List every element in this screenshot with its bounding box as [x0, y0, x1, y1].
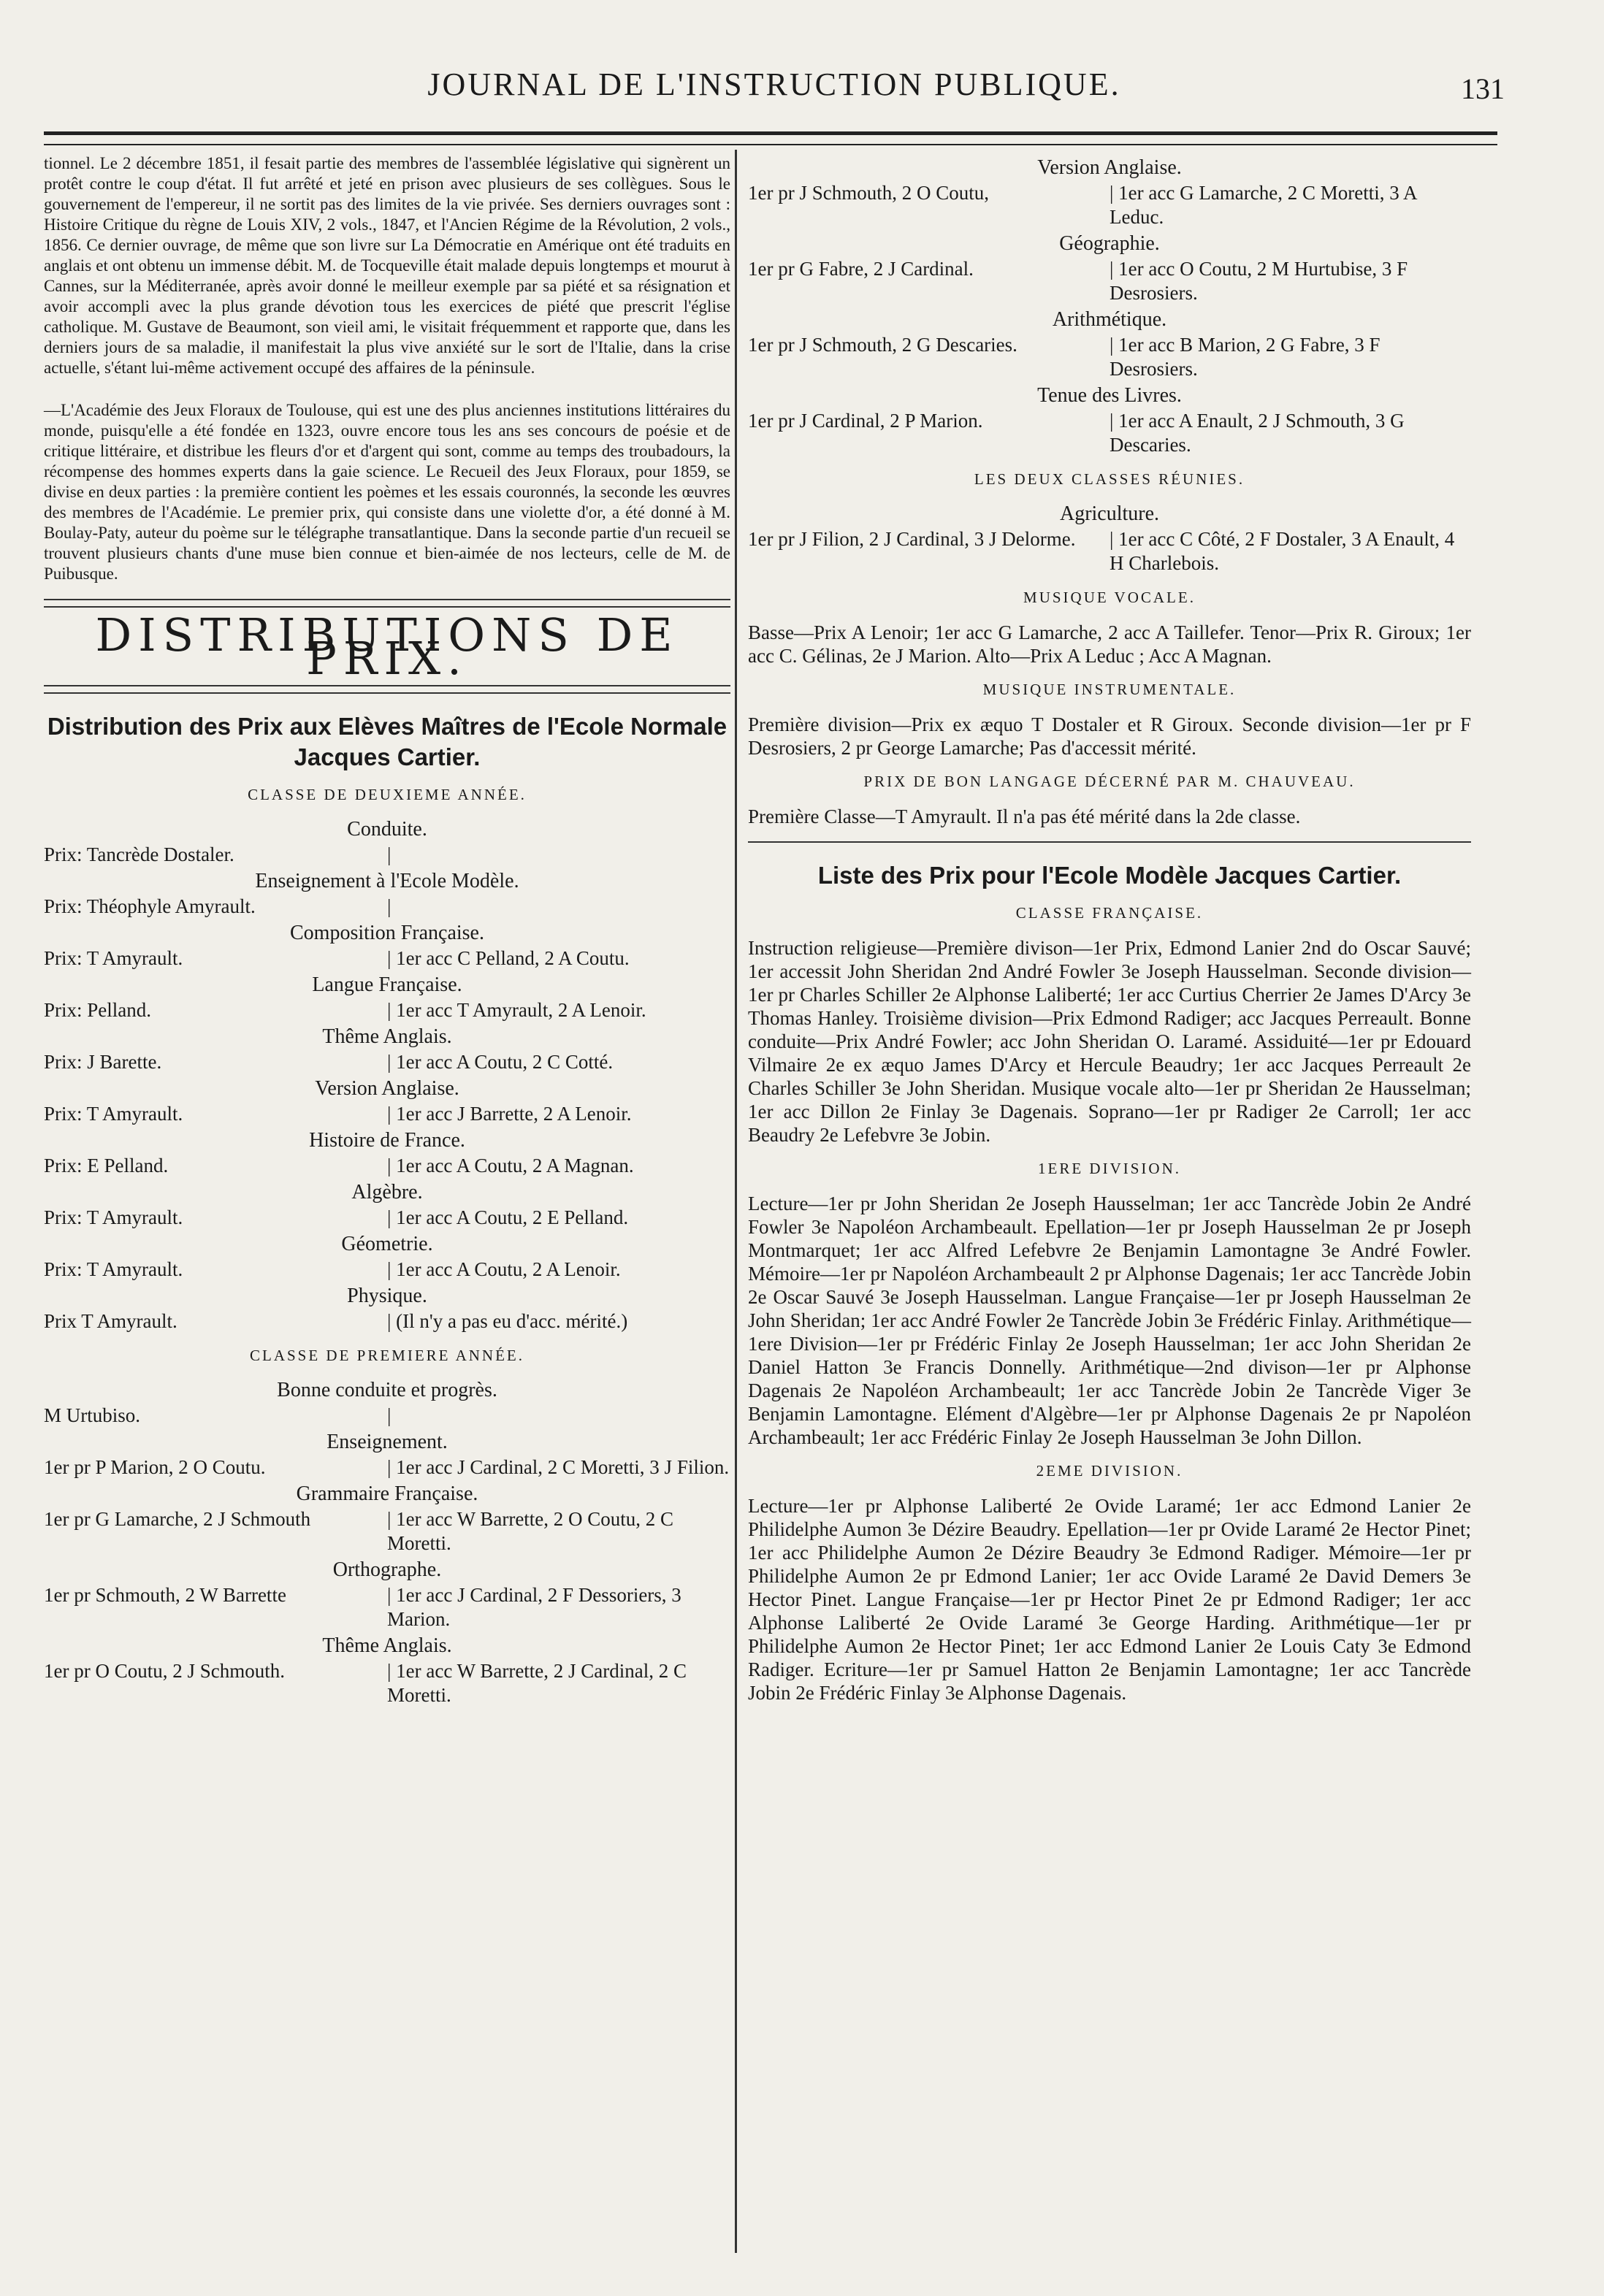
accessit-winners: | 1er acc T Amyrault, 2 A Lenoir. [387, 998, 730, 1022]
instrumental-music-text: Première division—Prix ex æquo T Dostaler et R Giroux. Seconde division—1er pr F Desrosiers, 2 pr George Lamarche; Pas d'accessit mérité. [748, 713, 1471, 759]
prize-row [44, 1507, 730, 1555]
accessit-winners: | (Il n'y a pas eu d'acc. mérité.) [387, 1309, 730, 1333]
prize-list-first-year [44, 1379, 730, 1707]
prize-subject: Langue Française. [312, 973, 462, 996]
class-heading-first-year: CLASSE DE PREMIERE ANNÉE. [249, 1347, 524, 1364]
prize-subject: Enseignement. [326, 1431, 448, 1453]
prize-subject: Histoire de France. [309, 1129, 465, 1152]
prize-row [44, 1102, 730, 1126]
obituary-paragraph: tionnel. Le 2 décembre 1851, il fesait partie des membres de l'assemblée législative qui signèrent un protêt contre le coup d'état. Il fut arrêté et jeté en prison avec plusieurs de ses collègues. Sous le gouvernement de l'empereur, il ne sortit pas des limites de la vie privée. Ses derniers ouvrages sont : Histoire Critique du règne de Louis XIV, 2 vols., 1847, et l'Ancien Régime de la Révolution, 2 vols., 1856. Ce dernier ouvrage, de même que son livre sur La Démocratie en Amérique ont été traduits en anglais et ont obtenu un immense débit. M. de Tocqueville était malade depuis longtemps et mourut à Cannes, sur la Méditerranée, après avoir donné le meilleur exemple par sa piété et sa résignation et avoir accompli avec la plus grande dévotion tous les exercices de piété que prescrit l'église catholique. M. Gustave de Beaumont, son vieil ami, le visitait fréquemment et rapporte que, dans les derniers jours de sa maladie, il manifestait la plus vive anxiété sur le sort de l'Italie, dans la crise actuelle, s'étant lui-même activement occupé des affaires de la péninsule. [44, 154, 730, 377]
prize-row [44, 1404, 730, 1428]
prize-list-second-year [44, 818, 730, 1333]
header-rule [44, 131, 1497, 145]
prize-subject: Thême Anglais. [322, 1025, 452, 1048]
accessit-winners: | 1er acc C Pelland, 2 A Coutu. [387, 946, 730, 971]
accessit-winners: | 1er acc A Coutu, 2 E Pelland. [387, 1206, 730, 1230]
prize-row [44, 1258, 730, 1282]
prize-row [44, 1050, 730, 1074]
prize-subject: Géographie. [1059, 232, 1160, 255]
prize-row [44, 1309, 730, 1333]
prize-winners: 1er pr G Fabre, 2 J Cardinal. [748, 258, 974, 280]
prize-subject: Composition Française. [290, 922, 484, 944]
prize-winners: 1er pr J Schmouth, 2 O Coutu, [748, 182, 989, 204]
prize-subject: Orthographe. [332, 1558, 442, 1581]
prize-subject: Arithmétique. [1052, 308, 1167, 331]
classes-reunies-heading: LES DEUX CLASSES RÉUNIES. [974, 470, 1245, 488]
prize-row [44, 1154, 730, 1178]
liste-prix-title: Liste des Prix pour l'Ecole Modèle Jacques Cartier. [817, 862, 1402, 889]
accessit-winners: | 1er acc O Coutu, 2 M Hurtubise, 3 F Desrosiers. [1110, 257, 1471, 305]
classe-francaise-heading: CLASSE FRANÇAISE. [1015, 904, 1204, 922]
prize-subject: Conduite. [347, 818, 427, 841]
accessit-winners: | 1er acc A Coutu, 2 A Lenoir. [387, 1258, 730, 1282]
prize-winners: Prix: J Barette. [44, 1051, 162, 1073]
academie-paragraph: —L'Académie des Jeux Floraux de Toulouse, qui est une des plus anciennes institutions littéraires du monde, puisqu'elle a été fondée en 1323, ouvre encore tous les ans ses concours de poésie et de critique littéraire, et distribue les fleurs d'or et d'argent qui sont, comme au temps des troubadours, la récompense des hommes experts dans la gaie science. Le Recueil des Jeux Floraux, pour 1859, se divise en deux parties : la première contient les poèmes et les essais couronnés, la seconde les œuvres des membres de l'Académie. Le premier prix, qui consiste dans une violette d'or, a été donné à M. Boulay-Paty, auteur du poème sur le télégraphe transatlantique. Dans la seconde partie d'un recueil se trouvent plusieurs chants d'une muse bien connue et bien-aimée de nos lecteurs, celle de M. de Puibusque. [44, 401, 730, 583]
accessit-winners: | 1er acc C Côté, 2 F Dostaler, 3 A Enault, 4 H Charlebois. [1110, 527, 1471, 575]
prize-row [748, 181, 1471, 229]
accessit-winners: | 1er acc A Enault, 2 J Schmouth, 3 G Descaries. [1110, 409, 1471, 457]
prize-subject: Grammaire Française. [296, 1482, 478, 1505]
left-column [44, 153, 730, 1707]
accessit-winners: | 1er acc W Barrette, 2 J Cardinal, 2 C Moretti. [387, 1659, 730, 1707]
prize-list-continued [748, 156, 1471, 457]
prize-subject: Thême Anglais. [322, 1634, 452, 1657]
langage-prize-heading: PRIX DE BON LANGAGE DÉCERNÉ PAR M. CHAUVEAU. [863, 773, 1356, 790]
prize-winners: 1er pr J Filion, 2 J Cardinal, 3 J Delorme. [748, 528, 1076, 550]
right-column [748, 153, 1471, 1704]
prize-row [748, 409, 1471, 457]
prize-row [44, 1659, 730, 1707]
prize-winners: M Urtubiso. [44, 1404, 141, 1426]
prize-winners: 1er pr O Coutu, 2 J Schmouth. [44, 1660, 285, 1682]
prize-winners: Prix: Théophyle Amyrault. [44, 895, 256, 917]
prize-subject: Algèbre. [351, 1181, 423, 1204]
prize-subject: Version Anglaise. [315, 1077, 459, 1100]
accessit-winners: | 1er acc G Lamarche, 2 C Moretti, 3 A Leduc. [1110, 181, 1471, 229]
accessit-winners: | 1er acc B Marion, 2 G Fabre, 3 F Desrosiers. [1110, 333, 1471, 381]
masthead [44, 66, 1505, 117]
prize-row [44, 946, 730, 971]
section-title: DISTRIBUTIONS DE PRIX. [95, 608, 679, 685]
accessit-winners: | 1er acc J Cardinal, 2 C Moretti, 3 J Filion. [387, 1455, 730, 1480]
prize-row [748, 333, 1471, 381]
prize-row [44, 895, 730, 919]
section-rule-bottom [44, 685, 730, 694]
prize-subject: Enseignement à l'Ecole Modèle. [255, 870, 519, 892]
division-1-text: Lecture—1er pr John Sheridan 2e Joseph Hausselman; 1er acc Tancrède Jobin 2e André Fowler 3e Napoléon Archambeault. Epellation—1er pr Joseph Hausselman 2e pr Joseph Montmarquet; 1er acc Alfred Lefebvre 2e Benjamin Lamontagne 3e André Fowler. Mémoire—1er pr Napoléon Archambeault 2 pr Alphonse Dagenais; 1er acc Tancrède Jobin 2e Oscar Sauvé 3e Joseph Hausselman. Langue Française—1er pr Joseph Hausselman 2e John Sheridan; 1er acc André Fowler 2e Tancrède Jobin 3e Frédéric Finlay. Arithmétique—1ere Division—1er pr Frédéric Finlay 2e Joseph Hausselman; 1er acc John Sheridan 2e Daniel Hatton 3e Francis Donnelly. Arithmétique—2nd divison—1er pr Alphonse Dagenais 2e Napoléon Archambeault; 1er acc Tancrède Jobin 2e Tancrède Viger 3e Benjamin Lamontagne. Elément d'Algèbre—1er pr Alphonse Dagenais 2e pr Napoléon Archambeault; 1er acc Frédéric Finlay 2e Joseph Hausselman 3e John Dillon. [748, 1193, 1471, 1448]
vocal-music-text: Basse—Prix A Lenoir; 1er acc G Lamarche, 2 acc A Taillefer. Tenor—Prix R. Giroux; 1er acc C. Gélinas, 2e J Marion. Alto—Prix A Leduc ; Acc A Magnan. [748, 621, 1471, 667]
accessit-winners [387, 1404, 730, 1428]
prize-winners: Prix: Tancrède Dostaler. [44, 843, 234, 865]
prize-winners: 1er pr Schmouth, 2 W Barrette [44, 1584, 286, 1606]
accessit-winners [387, 895, 730, 919]
prize-winners: 1er pr G Lamarche, 2 J Schmouth [44, 1508, 311, 1530]
accessit-winners: | 1er acc J Barrette, 2 A Lenoir. [387, 1102, 730, 1126]
journal-title: JOURNAL DE L'INSTRUCTION PUBLIQUE. [427, 66, 1121, 102]
prize-row [44, 843, 730, 867]
distribution-subtitle: Distribution des Prix aux Elèves Maîtres de l'Ecole Normale Jacques Cartier. [47, 713, 727, 770]
accessit-winners: | 1er acc W Barrette, 2 O Coutu, 2 C Moretti. [387, 1507, 730, 1555]
classe-francaise-text: Instruction religieuse—Première divison—1er Prix, Edmond Lanier 2nd do Oscar Sauvé; 1er accessit John Sheridan 2nd André Fowler 3e Joseph Hausselman. Seconde division—1er pr Charles Schiller 2e Alphonse Laliberté; 1er acc Curtius Cherrier 2e James D'Arcy 3e Thomas Hanley. Troisième division—Prix Edmond Radiger; acc Jacques Perreault. Bonne conduite—Prix André Fowler; acc John Sheridan O. Laramé. Assiduité—1er pr Edouard Vilmaire 2e ex æquo James D'Arcy et Hercule Beaudry; 1er acc Jacques Perreault 2e Charles Schiller 3e John Sheridan. Musique vocale alto—1er pr Sheridan 2e Hausselman; 1er acc Dillon 2e Finlay 3e Dagenais. Soprano—1er pr Radiger 2e Carroll; 1er acc Beaudry 2e Lefebvre 3e Jobin. [748, 937, 1471, 1146]
division-1-heading: 1ERE DIVISION. [1038, 1160, 1181, 1177]
prize-row [748, 527, 1471, 575]
prize-winners: 1er pr J Cardinal, 2 P Marion. [748, 410, 983, 432]
prize-subject: Agriculture. [1059, 502, 1160, 525]
prize-winners: Prix: T Amyrault. [44, 1206, 183, 1228]
accessit-winners: | 1er acc A Coutu, 2 C Cotté. [387, 1050, 730, 1074]
prize-winners: 1er pr J Schmouth, 2 G Descaries. [748, 334, 1017, 356]
prize-winners: Prix: T Amyrault. [44, 1258, 183, 1280]
prize-subject: Bonne conduite et progrès. [277, 1379, 497, 1401]
prize-subject: Tenue des Livres. [1037, 384, 1182, 407]
section-rule [44, 599, 730, 608]
prize-row [44, 1455, 730, 1480]
prize-subject: Version Anglaise. [1037, 156, 1182, 179]
page-number: 131 [1461, 72, 1505, 105]
prize-row [44, 1583, 730, 1631]
vocal-music-heading: MUSIQUE VOCALE. [1023, 589, 1196, 606]
accessit-winners: | 1er acc A Coutu, 2 A Magnan. [387, 1154, 730, 1178]
prize-winners: Prix: T Amyrault. [44, 947, 183, 969]
division-2-text: Lecture—1er pr Alphonse Laliberté 2e Ovide Laramé; 1er acc Edmond Lanier 2e Philidelphe Aumon 3e Dézire Beaudry. Epellation—1er pr Ovide Laramé 2e Hector Pinet; 1er acc Philidelphe Aumon 2e Dézire Beaudry 3e Edmond Radiger. Mémoire—1er pr Philidelphe Aumon 2e pr Edmond Lanier; 1er acc Ovide Laramé 2e David Demers 3e Hector Pinet. Langue Française—1er pr Hector Pinet 2e pr Edmond Radiger; 1er acc Alphonse Laliberté 2e Ovide Laramé 3e George Harding. Arithmétique—1er pr Philidelphe Aumon 2e Hector Pinet; 1er acc Edmond Lanier 2e Louis Caty 3e Edmond Radiger. Ecriture—1er pr Samuel Hatton 2e Benjamin Lamontagne; 1er acc Tancrède Jobin 2e Frédéric Finlay 3e Alphonse Dagenais. [748, 1495, 1471, 1704]
prize-winners: 1er pr P Marion, 2 O Coutu. [44, 1456, 266, 1478]
prize-subject: Géometrie. [341, 1233, 433, 1255]
class-heading-second-year: CLASSE DE DEUXIEME ANNÉE. [248, 786, 527, 803]
prize-subject: Physique. [347, 1285, 427, 1307]
prize-winners: Prix: E Pelland. [44, 1155, 169, 1176]
langage-prize-text: Première Classe—T Amyrault. Il n'a pas été mérité dans la 2de classe. [748, 805, 1301, 827]
divider [748, 841, 1471, 843]
accessit-winners [387, 843, 730, 867]
prize-row [44, 1206, 730, 1230]
prize-row [748, 257, 1471, 305]
prize-winners: Prix T Amyrault. [44, 1310, 177, 1332]
prize-row [44, 998, 730, 1022]
division-2-heading: 2EME DIVISION. [1036, 1462, 1183, 1480]
prize-winners: Prix: Pelland. [44, 999, 151, 1021]
column-separator [735, 150, 737, 2253]
prize-winners: Prix: T Amyrault. [44, 1103, 183, 1125]
instrumental-music-heading: MUSIQUE INSTRUMENTALE. [982, 681, 1237, 698]
accessit-winners: | 1er acc J Cardinal, 2 F Dessoriers, 3 Marion. [387, 1583, 730, 1631]
